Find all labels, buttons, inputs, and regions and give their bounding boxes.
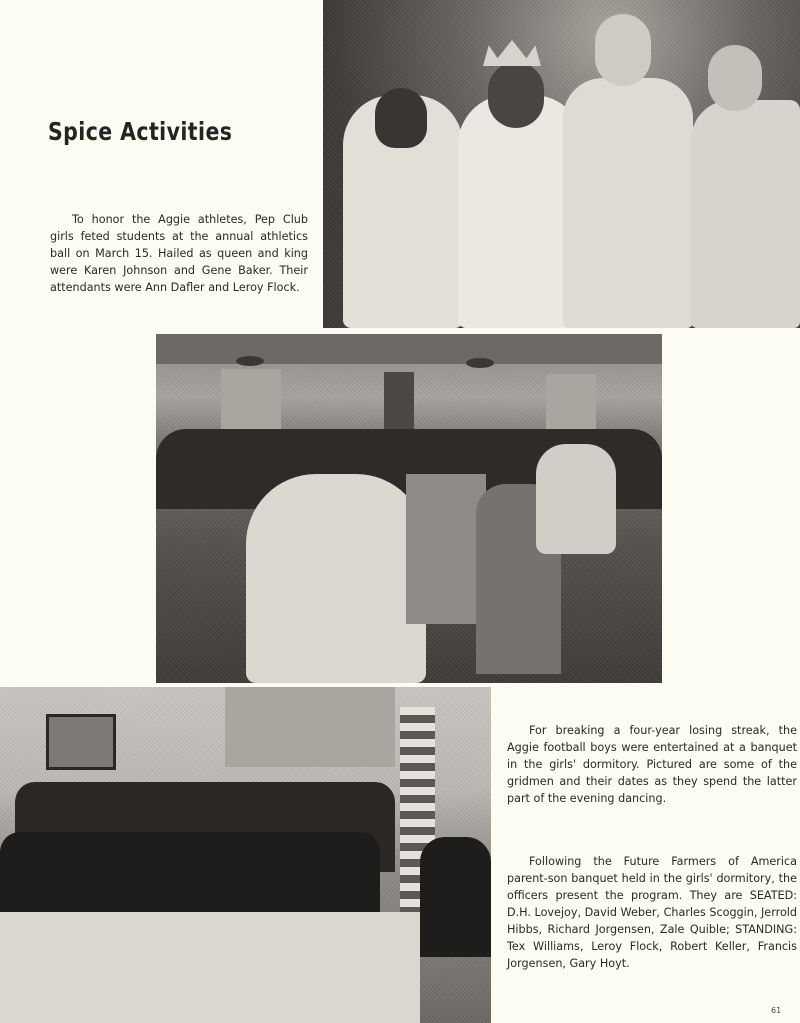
caption-ffa-banquet <box>507 853 797 972</box>
dancer-white-skirt <box>536 444 616 554</box>
caption-football-dance-text: For breaking a four-year losing streak, the Aggie football boys were entertained at a banquet in the girls' dormitory. Pictured are some of the gridmen and their dates as they spend the latter part of the evening dancing. <box>507 724 797 805</box>
banquet-table <box>0 912 420 1023</box>
ceiling <box>156 334 662 364</box>
window-curtain <box>225 687 395 767</box>
ceiling-lamp <box>236 356 264 366</box>
dancing-couple-dress <box>246 474 426 683</box>
dancer-plaid-jacket <box>406 474 486 624</box>
figure-king-head <box>595 14 651 86</box>
figure-attendant-boy-head <box>708 45 762 111</box>
page-number: 61 <box>771 1006 782 1015</box>
officer-beside-flag <box>420 837 491 957</box>
wall-picture-frame <box>46 714 116 770</box>
caption-ffa-banquet-text: Following the Future Farmers of America parent-son banquet held in the girls' dormitory, the officers present the program. They are SEATED: D.H. Lovejoy, David Weber, Charles Scoggin, Jerrold Hibbs, Richard Jorgensen, Zale Quible; STANDING: Tex Williams, Leroy Flock, Robert Keller, Francis Jorgensen, Gary Hoyt. <box>507 855 797 970</box>
figure-attendant-girl-head <box>375 88 427 148</box>
window-curtain <box>221 369 281 434</box>
photo-athletics-ball-royalty <box>323 0 800 328</box>
window <box>384 372 414 432</box>
caption-football-dance <box>507 722 797 807</box>
caption-athletics-ball-text: To honor the Aggie athletes, Pep Club girls feted students at the annual athletics ball on March 15. Hailed as queen and king were Karen Johnson and Gene Baker. Their attendants were Ann Dafler and Leroy Flock. <box>50 213 308 294</box>
ceiling-lamp <box>466 358 494 368</box>
figure-queen-head <box>488 62 544 128</box>
page-title: Spice Activities <box>48 116 233 146</box>
figure-attendant-boy <box>691 100 800 328</box>
seated-officers <box>0 832 380 912</box>
photo-football-banquet-dance <box>156 334 662 683</box>
photo-ffa-officers <box>0 687 491 1023</box>
figure-king <box>563 78 693 328</box>
caption-athletics-ball <box>50 211 308 296</box>
